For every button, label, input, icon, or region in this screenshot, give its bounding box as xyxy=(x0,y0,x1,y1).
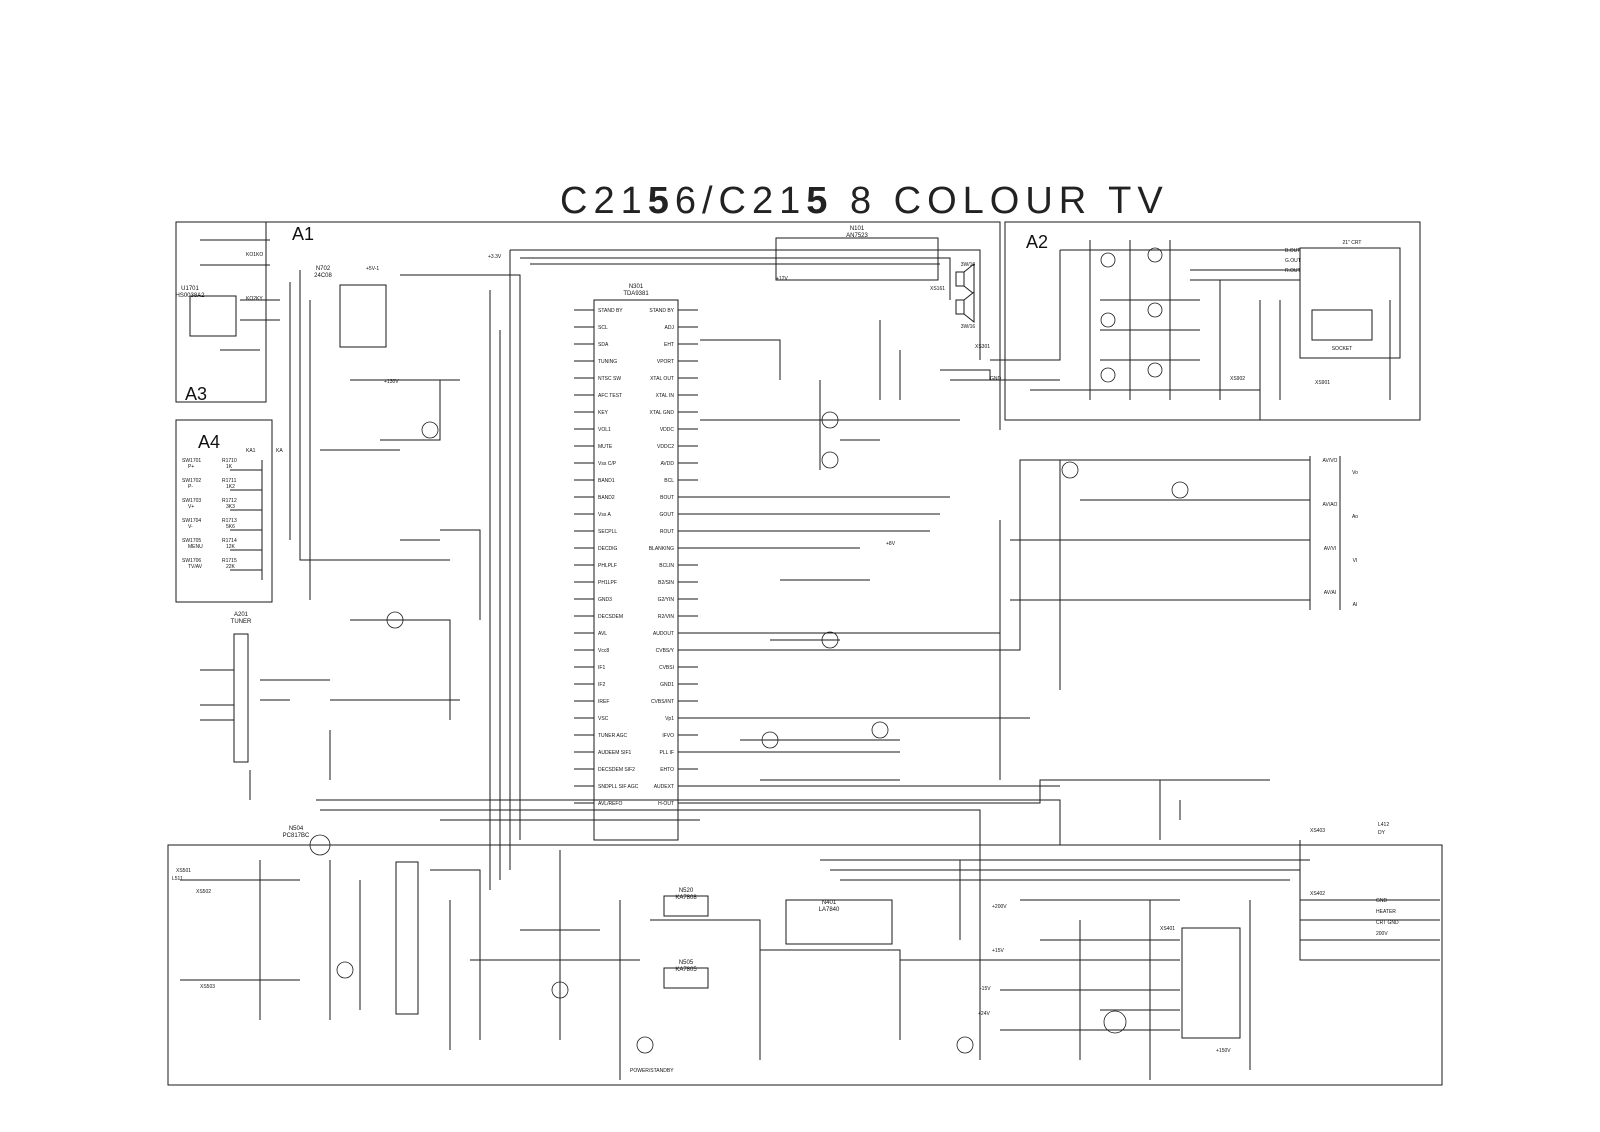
n301-pin-label: AFC TEST xyxy=(598,393,623,399)
n301-pin-label: PH1LPF xyxy=(598,580,617,586)
ic-part-label: HS0038A2 xyxy=(175,293,205,299)
n301-pin-label: H-OUT xyxy=(658,801,674,807)
n301-pin-label: AVL xyxy=(598,631,608,637)
crt-output-label: B.OUT xyxy=(1285,248,1301,254)
n301-pin-label: MUTE xyxy=(598,444,613,450)
n301-pin-label: ADJ xyxy=(664,325,674,331)
speaker-label: 3W/16 xyxy=(960,324,976,330)
net-label: +24V xyxy=(978,1011,990,1017)
n301-pin-label: Vcc8 xyxy=(598,648,610,654)
n301-pin-label: SCL xyxy=(598,325,608,331)
n301-pin-label: VDDC xyxy=(659,427,674,433)
n301-pin-label: CVBS/INT xyxy=(650,699,674,705)
n301-pin-label: DECSDEM xyxy=(598,614,624,620)
n301-pin-label: DECSDEM SIF2 xyxy=(598,767,635,773)
crt-label: 21" CRT xyxy=(1342,240,1362,246)
av-jack-label: AV/AO xyxy=(1322,502,1338,508)
connector-label: XS502 xyxy=(196,889,212,895)
n301-pin-label: STAND BY xyxy=(649,308,674,314)
n301-pin-label: AUDEEM SIF1 xyxy=(598,750,632,756)
n301-pin-label: Vss C/P xyxy=(598,461,617,467)
n301-pin-label: DECDIG xyxy=(598,546,618,552)
ic-part-label: KA7808 xyxy=(675,895,697,901)
block-label-a4: A4 xyxy=(198,432,221,452)
ic-ref-label: N401 xyxy=(821,900,837,906)
n301-pin-label: BAND1 xyxy=(598,478,615,484)
ic-part-label: LA7840 xyxy=(818,907,840,913)
connector-label: XS402 xyxy=(1310,891,1326,897)
key-resistor-value: 12K xyxy=(226,544,235,550)
key-resistor-value: 1K xyxy=(226,464,233,470)
net-label: KO2 xyxy=(246,296,257,302)
av-jack-label: Vo xyxy=(1352,470,1358,476)
n301-pin-label: GND1 xyxy=(660,682,674,688)
key-switch-label: P- xyxy=(188,484,193,490)
net-label: KA xyxy=(276,448,283,454)
n301-pin-label: IF1 xyxy=(598,665,606,671)
key-switch-label: V+ xyxy=(188,504,195,510)
net-label: KY xyxy=(256,296,263,302)
ic-ref-label: N702 xyxy=(315,266,331,272)
ic-part-label: TDA9381 xyxy=(623,291,649,297)
net-label: +15V xyxy=(992,948,1004,954)
n301-pin-label: NTSC SW xyxy=(598,376,622,382)
net-label: DY xyxy=(1378,830,1385,836)
net-label: L511 xyxy=(172,876,183,882)
n301-pin-label: AVL/REFO xyxy=(598,801,623,807)
key-resistor-value: 22K xyxy=(226,564,235,570)
n301-pin-label: EHTO xyxy=(660,767,674,773)
ic-ref-label: N505 xyxy=(678,960,694,966)
key-resistor-ref: R1711 xyxy=(222,478,237,484)
ic-part-label: AN7523 xyxy=(846,233,868,239)
key-resistor-value: 5K6 xyxy=(226,524,235,530)
n301-pin-label: ROUT xyxy=(659,529,674,535)
n301-pin-label: TUNING xyxy=(598,359,618,365)
crt-socket-label: SOCKET xyxy=(1331,346,1353,352)
xs402-pin-label: 200V xyxy=(1376,931,1388,937)
key-resistor-value: 3K3 xyxy=(226,504,235,510)
net-label: POWER/STANDBY xyxy=(630,1068,674,1074)
n301-pin-label: XTAL GND xyxy=(649,410,674,416)
key-resistor-ref: R1715 xyxy=(222,558,237,564)
key-switch-ref: SW1704 xyxy=(182,518,202,524)
ic-ref-label: N504 xyxy=(288,826,304,832)
crt-output-label: G.OUT xyxy=(1285,258,1301,264)
n301-pin-label: Vp1 xyxy=(665,716,674,722)
n301-pin-label: GOUT xyxy=(659,512,674,518)
n301-pin-label: BCLIN xyxy=(659,563,674,569)
speaker-label: 3W/16 xyxy=(960,262,976,268)
n301-pin-label: EHT xyxy=(664,342,674,348)
n301-pin-label: IREF xyxy=(598,699,610,705)
net-label: L412 xyxy=(1378,822,1390,828)
n301-pin-label: AVDD xyxy=(660,461,674,467)
n301-pin-label: VPORT xyxy=(656,359,674,365)
net-label: +8V xyxy=(886,541,896,547)
net-label: KO1 xyxy=(246,252,257,258)
net-label: +130V xyxy=(384,379,399,385)
connector-label: XS503 xyxy=(200,984,216,990)
block-label-a3: A3 xyxy=(185,384,208,404)
key-resistor-ref: R1714 xyxy=(222,538,237,544)
n301-pin-label: VSC xyxy=(598,716,609,722)
connector-label: XS902 xyxy=(1230,376,1246,382)
av-jack-label: AV/VO xyxy=(1322,458,1338,464)
connector-label: XS501 xyxy=(176,868,192,874)
n301-pin-label: PHLPLF xyxy=(598,563,617,569)
key-switch-label: MENU xyxy=(188,544,203,550)
xs402-pin-label: HEATER xyxy=(1376,909,1396,915)
n301-pin-label: XTAL OUT xyxy=(650,376,674,382)
n301-pin-label: G2/YIN xyxy=(657,597,674,603)
ic-ref-label: A201 xyxy=(233,612,249,618)
connector-label: XS403 xyxy=(1310,828,1326,834)
block-label-a1: A1 xyxy=(292,224,315,244)
net-label: KO xyxy=(256,252,264,258)
n301-pin-label: XTAL IN xyxy=(655,393,674,399)
n301-pin-label: B2/SIN xyxy=(658,580,674,586)
ic-part-label: TUNER xyxy=(230,619,252,625)
n301-pin-label: BCL xyxy=(664,478,674,484)
connector-label: XS161 xyxy=(930,286,946,292)
n301-pin-label: CVBSI xyxy=(658,665,674,671)
block-label-a2: A2 xyxy=(1026,232,1049,252)
net-label: +200V xyxy=(992,904,1007,910)
n301-pin-label: AUDEXT xyxy=(653,784,674,790)
ic-ref-label: N301 xyxy=(628,284,644,290)
ic-ref-label: N101 xyxy=(849,226,865,232)
key-switch-label: TV/AV xyxy=(188,564,203,570)
net-label: GND xyxy=(990,376,1002,382)
key-resistor-value: 1K2 xyxy=(226,484,235,490)
n301-pin-label: R2/VIN xyxy=(657,614,674,620)
n301-pin-label: AUDOUT xyxy=(652,631,674,637)
net-label: +5V-1 xyxy=(366,266,380,272)
key-switch-ref: SW1703 xyxy=(182,498,202,504)
av-jack-label: AI xyxy=(1352,602,1358,608)
n301-pin-label: SNDPLL SIF AGC xyxy=(598,784,639,790)
n301-pin-label: TUNER AGC xyxy=(598,733,628,739)
connector-label: XS401 xyxy=(1160,926,1176,932)
net-label: KA1 xyxy=(246,448,256,454)
av-jack-label: VI xyxy=(1352,558,1358,564)
key-resistor-ref: R1712 xyxy=(222,498,237,504)
key-switch-ref: SW1702 xyxy=(182,478,202,484)
n301-pin-label: GND3 xyxy=(598,597,612,603)
ic-ref-label: N520 xyxy=(678,888,694,894)
connector-label: XS901 xyxy=(1315,380,1331,386)
key-switch-ref: SW1705 xyxy=(182,538,202,544)
ic-part-label: PC817BC xyxy=(282,833,310,839)
n301-pin-label: CVBS/Y xyxy=(655,648,674,654)
n301-pin-label: SECPLL xyxy=(598,529,618,535)
net-label: -15V xyxy=(980,986,991,992)
key-resistor-ref: R1713 xyxy=(222,518,237,524)
diagram-title: C2156/C215 8 COLOUR TV xyxy=(560,180,1169,222)
ic-ref-label: U1701 xyxy=(181,286,199,292)
key-switch-label: V- xyxy=(188,524,193,530)
key-switch-ref: SW1701 xyxy=(182,458,202,464)
ic-part-label: 24C08 xyxy=(314,273,332,279)
av-jack-label: Ao xyxy=(1351,514,1359,520)
n301-pin-label: BLANKING xyxy=(648,546,674,552)
net-label: +3.3V xyxy=(488,254,502,260)
n301-pin-label: SDA xyxy=(598,342,609,348)
n301-pin-label: PLL IF xyxy=(659,750,674,756)
n301-pin-label: KEY xyxy=(598,410,609,416)
n301-pin-label: STAND BY xyxy=(598,308,623,314)
key-switch-label: P+ xyxy=(188,464,195,470)
xs402-pin-label: CRT GND xyxy=(1376,920,1399,926)
xs402-pin-label: GND xyxy=(1376,898,1388,904)
net-label: +150V xyxy=(1216,1048,1231,1054)
n301-pin-label: VDDC2 xyxy=(657,444,674,450)
n301-pin-label: VOL1 xyxy=(598,427,611,433)
av-jack-label: AV/VI xyxy=(1323,546,1337,552)
n301-pin-label: IFVO xyxy=(662,733,674,739)
n301-pin-label: BOUT xyxy=(660,495,674,501)
n301-pin-label: Vss A xyxy=(598,512,611,518)
connector-label: XS301 xyxy=(975,344,991,350)
crt-output-label: R.OUT xyxy=(1285,268,1301,274)
av-jack-label: AV/AI xyxy=(1323,590,1337,596)
net-label: +12V xyxy=(776,276,788,282)
ic-part-label: KA7805 xyxy=(675,967,697,973)
n301-pin-label: BAND2 xyxy=(598,495,615,501)
key-resistor-ref: R1710 xyxy=(222,458,237,464)
key-switch-ref: SW1706 xyxy=(182,558,202,564)
n301-pin-label: IF2 xyxy=(598,682,606,688)
